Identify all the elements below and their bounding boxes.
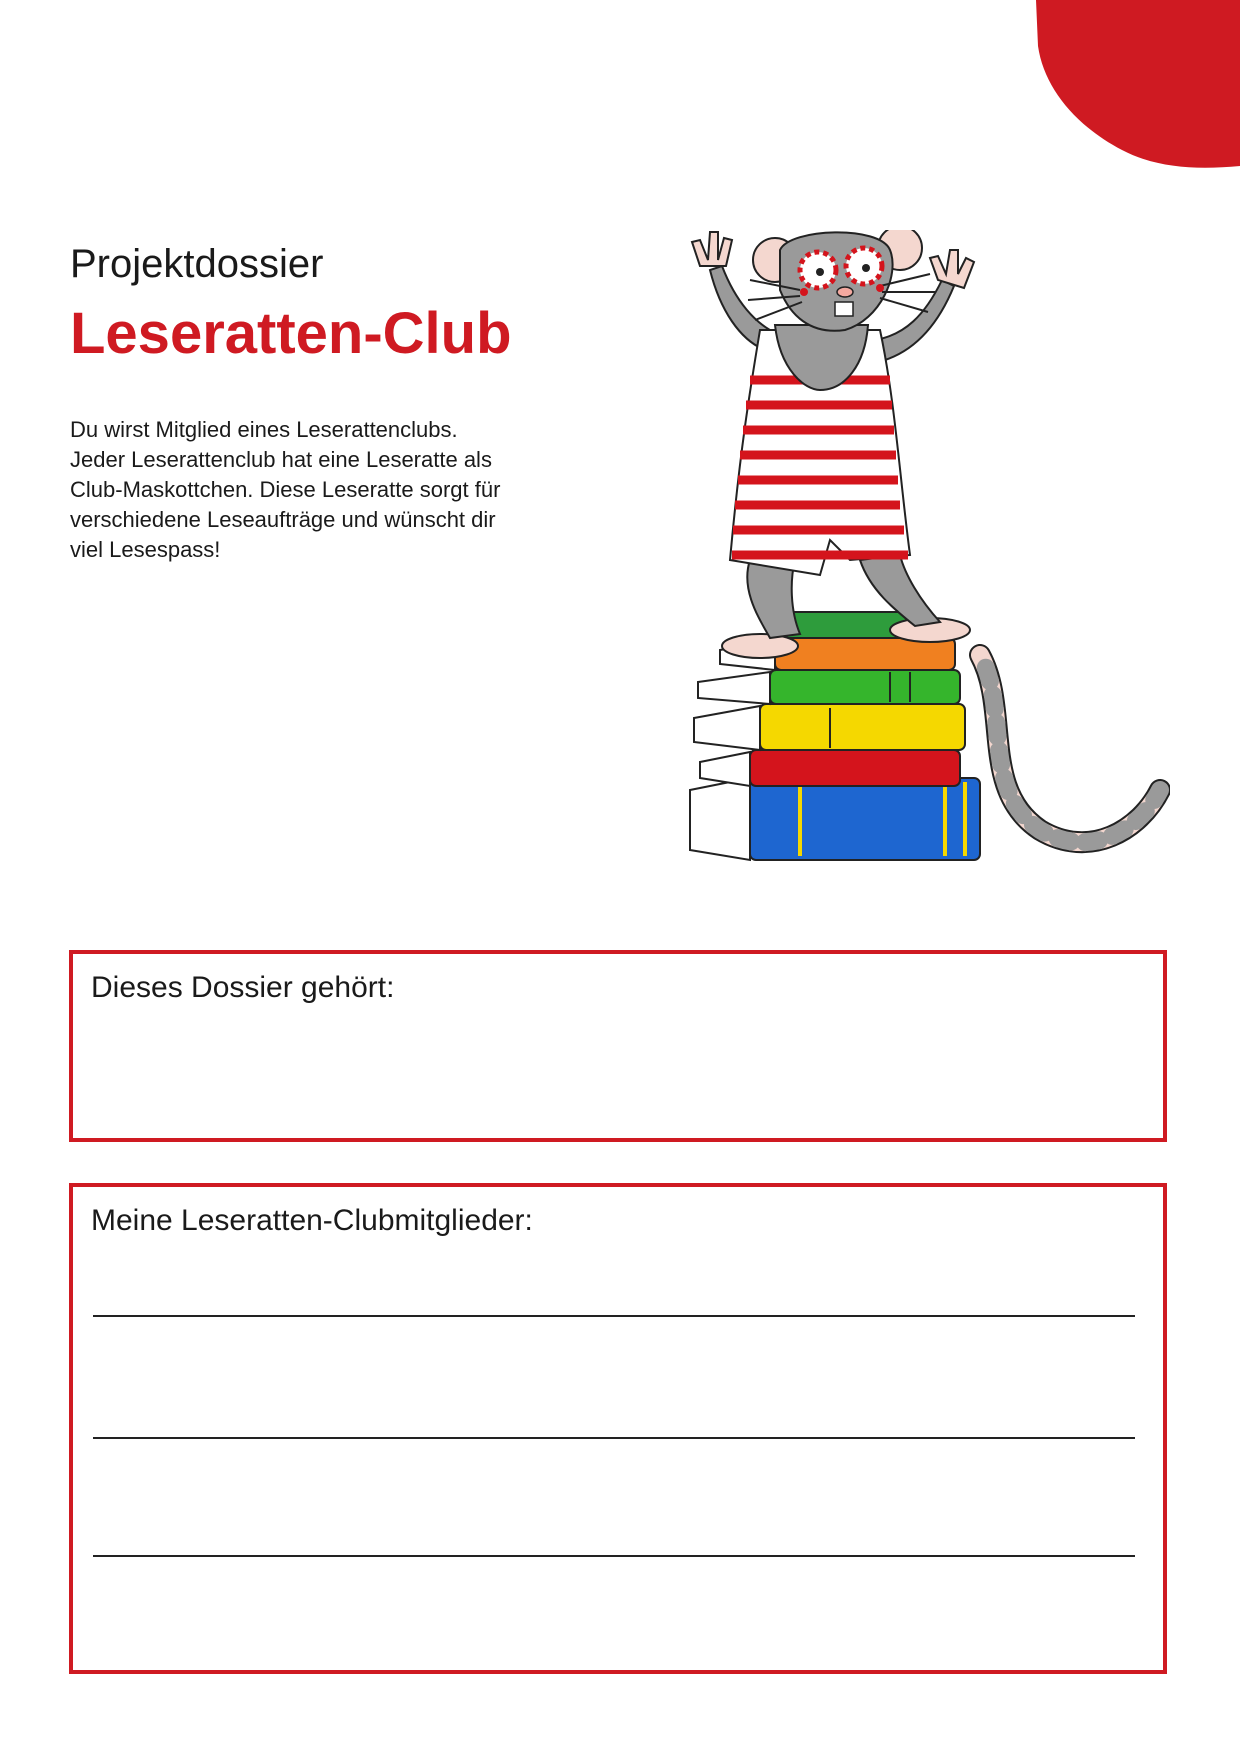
corner-blob-decoration xyxy=(1036,0,1240,168)
page-title: Leseratten-Club xyxy=(70,301,512,366)
intro-text xyxy=(70,415,590,565)
owner-box xyxy=(69,950,1167,1142)
rat-mascot-illustration xyxy=(680,230,1170,870)
intro-line: Club-Maskottchen. Diese Leseratte sorgt für xyxy=(70,477,501,502)
intro-line: Du wirst Mitglied eines Leserattenclubs. xyxy=(70,417,458,442)
intro-line: viel Lesespass! xyxy=(70,537,221,562)
intro-line: Jeder Leserattenclub hat eine Leseratte als xyxy=(70,447,492,472)
members-box xyxy=(69,1183,1167,1674)
writing-line xyxy=(93,1555,1135,1557)
intro-line: verschiedene Leseaufträge und wünscht dir xyxy=(70,507,496,532)
writing-line xyxy=(93,1315,1135,1317)
members-box-label: Meine Leseratten-Clubmitglieder: xyxy=(91,1204,533,1237)
page-subtitle: Projektdossier xyxy=(70,242,324,286)
owner-box-label: Dieses Dossier gehört: xyxy=(91,971,395,1004)
writing-line xyxy=(93,1437,1135,1439)
